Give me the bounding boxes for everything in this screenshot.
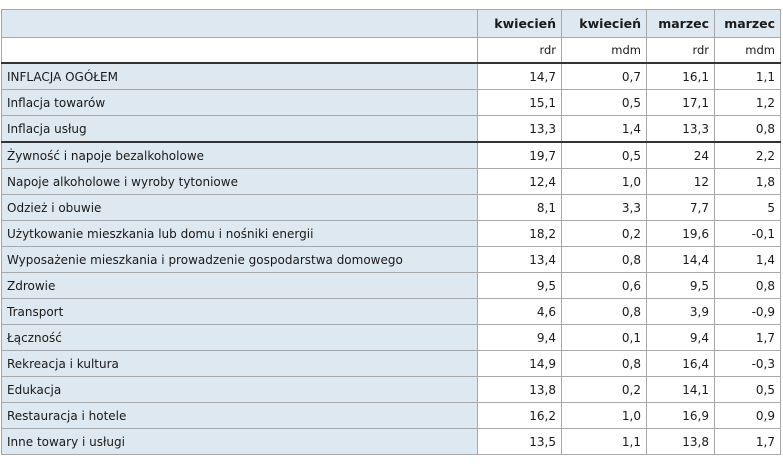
header-measure: rdr: [478, 38, 562, 64]
row-label: Łączność: [2, 325, 478, 351]
table-row: [2, 221, 781, 247]
table-row: [2, 403, 781, 429]
table-row: [2, 377, 781, 403]
value-cell: 9,4: [647, 325, 715, 351]
value-cell: 1,8: [715, 169, 781, 195]
value-cell: 0,2: [562, 221, 647, 247]
value-cell: 12,4: [478, 169, 562, 195]
value-cell: 2,2: [715, 142, 781, 169]
value-cell: 0,8: [715, 116, 781, 143]
value-cell: 17,1: [647, 90, 715, 116]
header-measure: mdm: [715, 38, 781, 64]
row-label: Inne towary i usługi: [2, 429, 478, 455]
table-row: [2, 169, 781, 195]
value-cell: 1,1: [715, 63, 781, 90]
value-cell: -0,3: [715, 351, 781, 377]
value-cell: 0,5: [715, 377, 781, 403]
row-label: Użytkowanie mieszkania lub domu i nośniki energii: [2, 221, 478, 247]
value-cell: 0,6: [562, 273, 647, 299]
header-month: kwiecień: [562, 10, 647, 38]
row-label: Wyposażenie mieszkania i prowadzenie gospodarstwa domowego: [2, 247, 478, 273]
header-month: kwiecień: [478, 10, 562, 38]
table-row: [2, 142, 781, 169]
value-cell: 1,2: [715, 90, 781, 116]
value-cell: 16,2: [478, 403, 562, 429]
header-measure: rdr: [647, 38, 715, 64]
table-row: [2, 299, 781, 325]
value-cell: 13,8: [647, 429, 715, 455]
row-label: Edukacja: [2, 377, 478, 403]
row-label: INFLACJA OGÓŁEM: [2, 63, 478, 90]
value-cell: 0,1: [562, 325, 647, 351]
table-row: [2, 247, 781, 273]
value-cell: 0,5: [562, 142, 647, 169]
table-row: [2, 429, 781, 455]
value-cell: 12: [647, 169, 715, 195]
row-label: Inflacja towarów: [2, 90, 478, 116]
value-cell: 3,3: [562, 195, 647, 221]
table-row: [2, 90, 781, 116]
header-month: marzec: [647, 10, 715, 38]
header-row-months: [2, 10, 781, 38]
value-cell: 1,1: [562, 429, 647, 455]
value-cell: 24: [647, 142, 715, 169]
value-cell: 14,4: [647, 247, 715, 273]
value-cell: -0,1: [715, 221, 781, 247]
value-cell: 15,1: [478, 90, 562, 116]
value-cell: 0,8: [715, 273, 781, 299]
value-cell: 1,0: [562, 169, 647, 195]
row-label: Transport: [2, 299, 478, 325]
value-cell: 0,7: [562, 63, 647, 90]
row-label: Inflacja usług: [2, 116, 478, 143]
row-label: Rekreacja i kultura: [2, 351, 478, 377]
row-label: Restauracja i hotele: [2, 403, 478, 429]
header-measure: mdm: [562, 38, 647, 64]
value-cell: 0,9: [715, 403, 781, 429]
value-cell: 13,8: [478, 377, 562, 403]
header-blank-cell: [2, 38, 478, 64]
value-cell: 1,7: [715, 429, 781, 455]
table-row: [2, 195, 781, 221]
value-cell: 18,2: [478, 221, 562, 247]
table-row: [2, 325, 781, 351]
value-cell: 1,4: [562, 116, 647, 143]
header-corner-cell: [2, 10, 478, 38]
row-label: Żywność i napoje bezalkoholowe: [2, 142, 478, 169]
value-cell: 14,7: [478, 63, 562, 90]
value-cell: 1,0: [562, 403, 647, 429]
value-cell: 14,9: [478, 351, 562, 377]
value-cell: 19,7: [478, 142, 562, 169]
table-row: [2, 273, 781, 299]
value-cell: 1,7: [715, 325, 781, 351]
table-row: [2, 63, 781, 90]
inflation-table: [1, 9, 781, 455]
value-cell: 0,2: [562, 377, 647, 403]
value-cell: 0,8: [562, 247, 647, 273]
row-label: Napoje alkoholowe i wyroby tytoniowe: [2, 169, 478, 195]
value-cell: 13,3: [478, 116, 562, 143]
table-row: [2, 116, 781, 143]
value-cell: 3,9: [647, 299, 715, 325]
value-cell: 13,5: [478, 429, 562, 455]
row-label: Odzież i obuwie: [2, 195, 478, 221]
value-cell: 19,6: [647, 221, 715, 247]
value-cell: 9,5: [478, 273, 562, 299]
value-cell: 0,8: [562, 351, 647, 377]
value-cell: 13,4: [478, 247, 562, 273]
value-cell: 8,1: [478, 195, 562, 221]
value-cell: 7,7: [647, 195, 715, 221]
value-cell: 0,5: [562, 90, 647, 116]
header-row-measures: [2, 38, 781, 64]
value-cell: 0,8: [562, 299, 647, 325]
value-cell: 9,5: [647, 273, 715, 299]
value-cell: 16,1: [647, 63, 715, 90]
row-label: Zdrowie: [2, 273, 478, 299]
table-row: [2, 351, 781, 377]
value-cell: 5: [715, 195, 781, 221]
value-cell: 13,3: [647, 116, 715, 143]
value-cell: 4,6: [478, 299, 562, 325]
value-cell: 16,4: [647, 351, 715, 377]
value-cell: 16,9: [647, 403, 715, 429]
header-month: marzec: [715, 10, 781, 38]
value-cell: -0,9: [715, 299, 781, 325]
value-cell: 14,1: [647, 377, 715, 403]
value-cell: 1,4: [715, 247, 781, 273]
value-cell: 9,4: [478, 325, 562, 351]
